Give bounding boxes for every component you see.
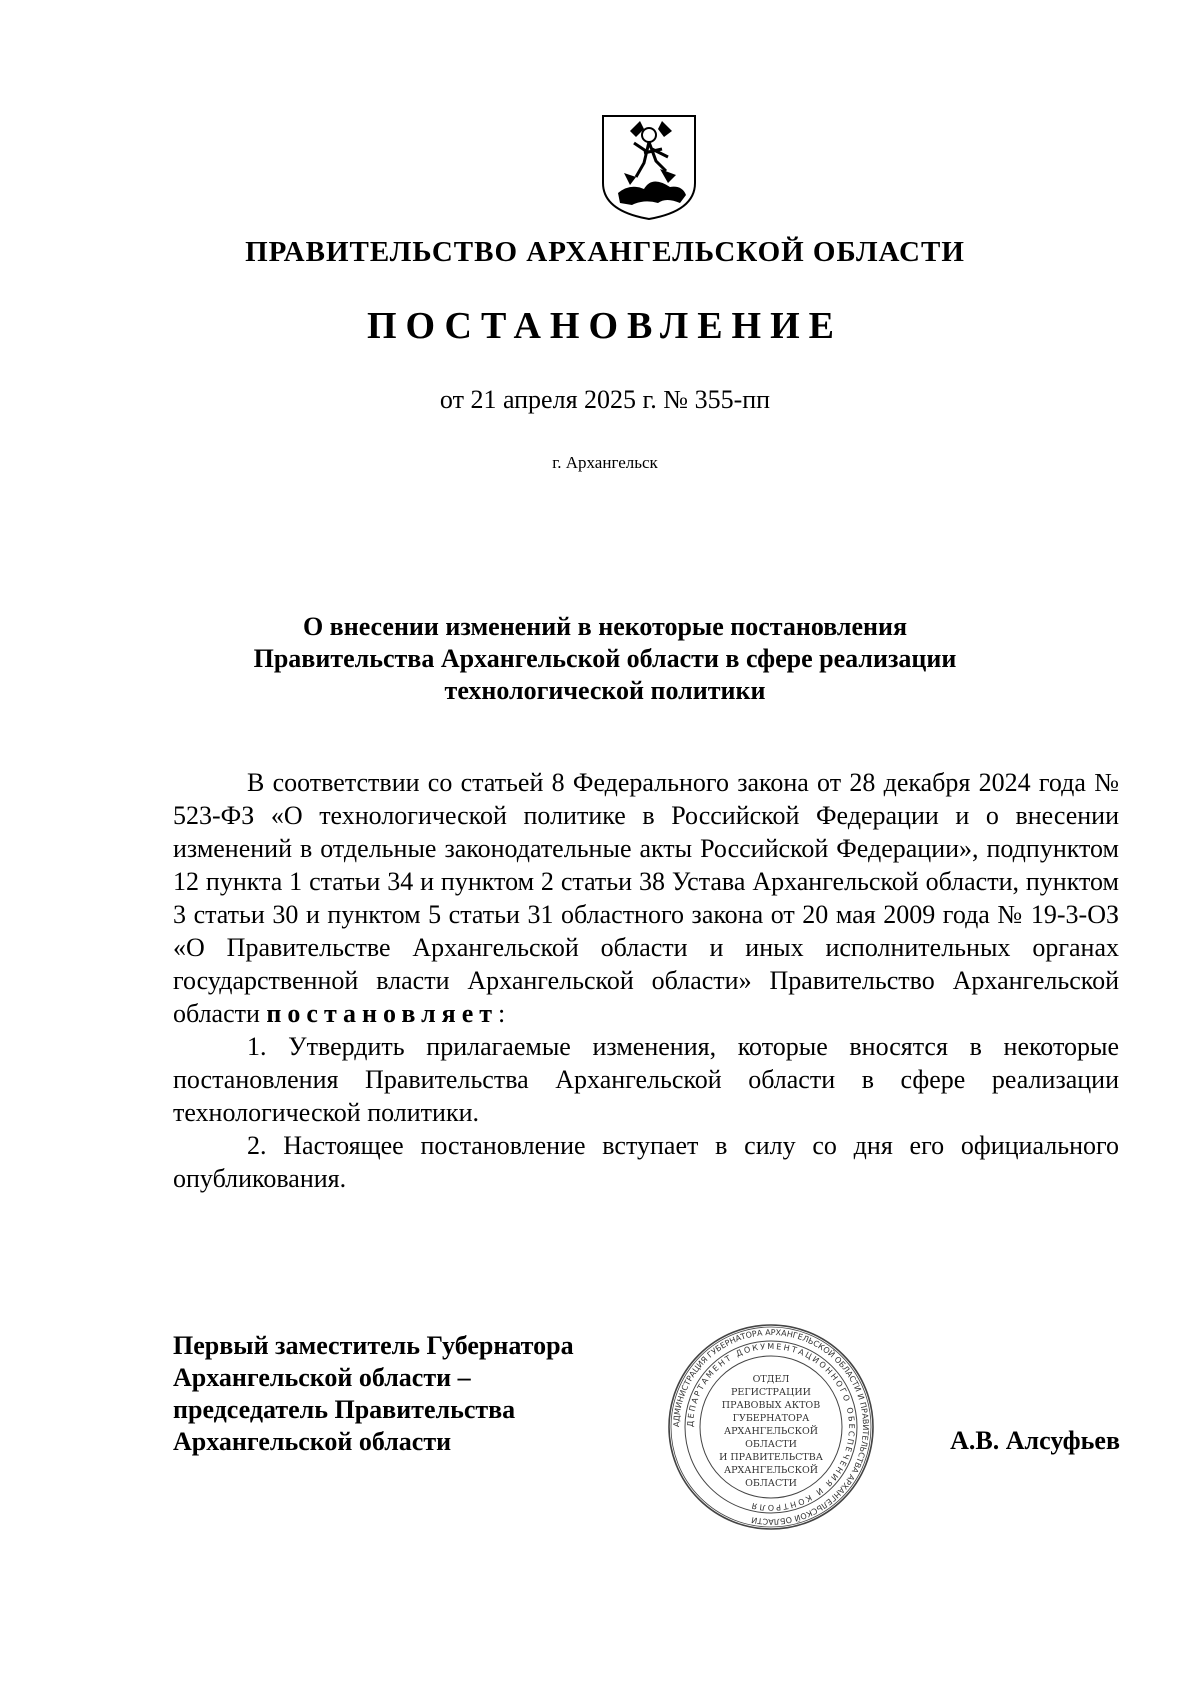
document-body — [173, 766, 1119, 1195]
signatory-name: А.В. Алсуфьев — [950, 1426, 1120, 1455]
stamp-center-line: ОТДЕЛ — [752, 1374, 790, 1385]
government-name: ПРАВИТЕЛЬСТВО АРХАНГЕЛЬСКОЙ ОБЛАСТИ — [245, 236, 965, 268]
signatory-position-line: Архангельской области — [173, 1427, 452, 1456]
stamp-center-line: ГУБЕРНАТОРА — [732, 1413, 810, 1424]
stamp-inner-ring-text: ДЕПАРТАМЕНТ ДОКУМЕНТАЦИОННОГО ОБЕСПЕЧЕНИЯ И КОНТРОЛЯ — [685, 1341, 857, 1513]
resolves-suffix: : — [498, 999, 506, 1028]
resolves-word: постановляет — [266, 999, 499, 1028]
signatory-position-line: председатель Правительства — [173, 1395, 516, 1424]
stamp-center-line: АРХАНГЕЛЬСКОЙ — [723, 1426, 819, 1437]
stamp-center-line: АРХАНГЕЛЬСКОЙ — [723, 1465, 819, 1476]
stamp-center-line: ПРАВОВЫХ АКТОВ — [721, 1400, 821, 1411]
document-date-number: от 21 апреля 2025 г. № 355-пп — [439, 385, 771, 414]
stamp-center-line: ОБЛАСТИ — [745, 1439, 797, 1450]
stamp-center-line: И ПРАВИТЕЛЬСТВА — [719, 1452, 823, 1463]
document-type: ПОСТАНОВЛЕНИЕ — [366, 305, 844, 347]
item-2-paragraph: 2. Настоящее постановление вступает в силу со дня его официального опубликования. — [173, 1131, 1119, 1193]
subject-line: О внесении изменений в некоторые постановления — [302, 612, 908, 641]
registration-stamp-icon — [665, 1322, 877, 1532]
stamp-center-line: ОБЛАСТИ — [745, 1478, 797, 1489]
subject-line: Правительства Архангельской области в сфере реализации — [253, 644, 957, 673]
signatory-position-line: Первый заместитель Губернатора — [173, 1331, 574, 1360]
document-city: г. Архангельск — [552, 453, 658, 472]
item-1-paragraph: 1. Утвердить прилагаемые изменения, которые вносятся в некоторые постановления Правительства Архангельской области в сфере реализации технологической политики. — [173, 1032, 1119, 1127]
document-subject — [240, 611, 970, 707]
preamble-text: В соответствии со статьей 8 Федерального закона от 28 декабря 2024 года № 523-ФЗ «О технологической политике в Российской Федерации и о внесении изменений в отдельные законодательные акты Российской Федерации», подпунктом 12 пункта 1 статьи 34 и пунктом 2 статьи 38 Устава Архангельской области, пунктом 3 статьи 30 и пунктом 5 статьи 31 областного закона от 20 мая 2009 года № 19-3-ОЗ «О Правительстве Архангельской области и иных исполнительных органах государственной власти Архангельской области» Правительство Архангельской области — [173, 768, 1119, 1028]
subject-line: технологической политики — [444, 676, 766, 705]
coat-of-arms-icon — [600, 113, 698, 221]
signatory-position-line: Архангельской области – — [173, 1363, 471, 1392]
stamp-outer-ring-text: АДМИНИСТРАЦИЯ ГУБЕРНАТОРА АРХАНГЕЛЬСКОЙ ОБЛАСТИ И ПРАВИТЕЛЬСТВА АРХАНГЕЛЬСКОЙ ОБЛАСТИ — [671, 1327, 871, 1527]
signatory-position — [173, 1330, 653, 1458]
stamp-center-line: РЕГИСТРАЦИИ — [731, 1387, 811, 1398]
preamble-paragraph — [173, 766, 1119, 1030]
